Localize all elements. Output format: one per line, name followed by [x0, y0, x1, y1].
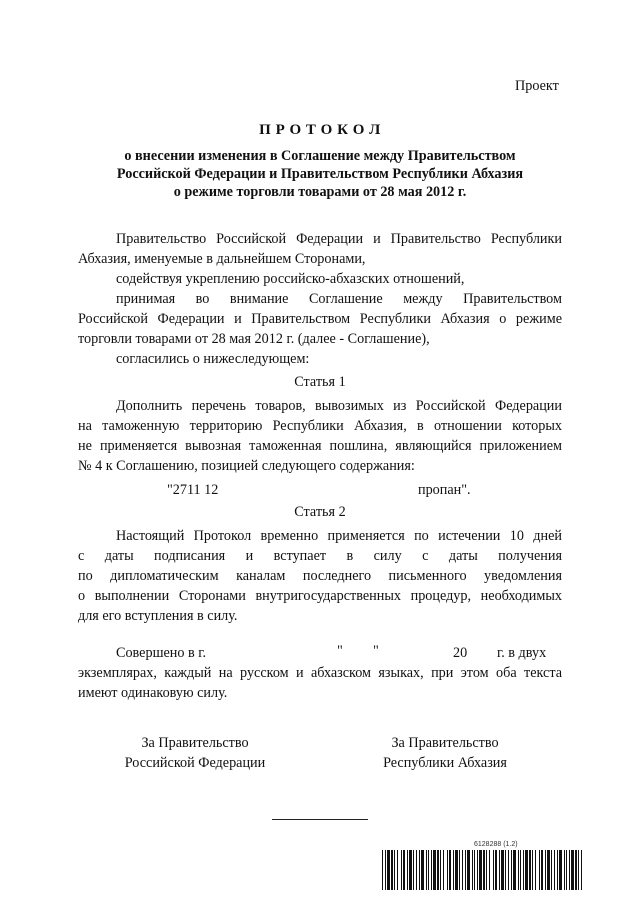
article-2-line: с даты подписания и вступает в силу с даты получения	[78, 548, 562, 564]
preamble-line: торговли товарами от 28 мая 2012 г. (далее - Соглашение),	[78, 331, 430, 347]
closing-line: имеют одинаковую силу.	[78, 685, 228, 701]
signature-right-line-2: Республики Абхазия	[383, 755, 507, 771]
subtitle-line-1: о внесении изменения в Соглашение между Правительством	[124, 148, 516, 164]
preamble-line: содействуя укреплению российско-абхазских отношений,	[116, 271, 465, 287]
article-1-heading: Статья 1	[294, 374, 346, 390]
article-2-line: о выполнении Сторонами внутригосударственных процедур, необходимых	[78, 588, 562, 604]
signature-right-line-1: За Правительство	[391, 735, 499, 751]
article-2-line: по дипломатическим каналам последнего письменного уведомления	[78, 568, 562, 584]
preamble-line: Абхазия, именуемые в дальнейшем Сторонами,	[78, 251, 366, 267]
article-1-line: на таможенную территорию Республики Абхазия, в отношении которых	[78, 418, 562, 434]
closing-line: экземплярах, каждый на русском и абхазском языках, при этом оба текста	[78, 665, 562, 681]
article-1-line: № 4 к Соглашению, позицией следующего содержания:	[78, 458, 415, 474]
preamble-line: Российской Федерации и Правительством Республики Абхазия о режиме	[78, 311, 562, 327]
barcode-number: 6128288 (1.2)	[474, 841, 518, 848]
product-name: пропан".	[418, 482, 471, 498]
article-1-line: не применяется вывозная таможенная пошлина, являющийся приложением	[78, 438, 562, 454]
draft-label: Проект	[515, 78, 559, 94]
closing-quote-close: "	[373, 643, 379, 659]
closing-quote-open: "	[337, 643, 343, 659]
signature-left-line-2: Российской Федерации	[124, 755, 266, 771]
document-title: П Р О Т О К О Л	[259, 122, 381, 138]
subtitle-line-2: Российской Федерации и Правительством Республики Абхазия	[116, 166, 524, 182]
article-2-line: для его вступления в силу.	[78, 608, 238, 624]
bottom-separator	[272, 819, 368, 820]
preamble-line: согласились о нижеследующем:	[116, 351, 310, 367]
article-2-line: Настоящий Протокол временно применяется по истечении 10 дней	[116, 528, 562, 544]
article-1-line: Дополнить перечень товаров, вывозимых из Российской Федерации	[116, 398, 562, 414]
closing-year-prefix: 20	[453, 645, 468, 661]
closing-place: Совершено в г.	[116, 645, 207, 661]
signature-left-line-1: За Правительство	[141, 735, 249, 751]
tariff-code: "2711 12	[167, 482, 219, 498]
preamble-line: принимая во внимание Соглашение между Правительством	[116, 291, 562, 307]
preamble-line: Правительство Российской Федерации и Правительство Республики	[116, 231, 562, 247]
article-2-heading: Статья 2	[294, 504, 346, 520]
subtitle-line-3: о режиме торговли товарами от 28 мая 2012 г.	[173, 184, 467, 200]
closing-year-suffix: г. в двух	[497, 645, 547, 661]
barcode-image	[382, 850, 585, 890]
